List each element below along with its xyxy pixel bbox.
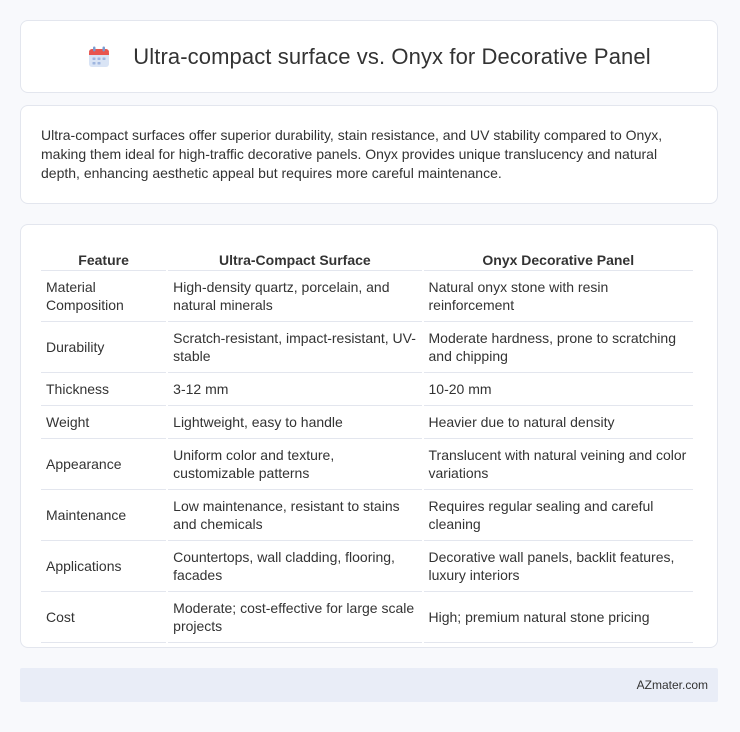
table-row: [41, 322, 693, 373]
table-row: [41, 439, 693, 490]
cell-feature: Cost: [41, 592, 166, 643]
cell-feature: Durability: [41, 322, 166, 373]
cell-ultra-compact: Scratch-resistant, impact-resistant, UV-stable: [168, 322, 421, 373]
cell-onyx: Requires regular sealing and careful cleaning: [424, 490, 694, 541]
cell-onyx: 10-20 mm: [424, 373, 694, 406]
header-feature: Feature: [41, 247, 166, 271]
cell-feature: Thickness: [41, 373, 166, 406]
cell-ultra-compact: Low maintenance, resistant to stains and chemicals: [168, 490, 421, 541]
comparison-table-card: [20, 224, 718, 648]
summary-text: Ultra-compact surfaces offer superior durability, stain resistance, and UV stability compared to Onyx, making them ideal for high-traffic decorative panels. Onyx provides unique translucency and natural depth, enhancing aesthetic appeal but requires more careful maintenance.: [41, 127, 663, 181]
table-row: [41, 271, 693, 322]
cell-ultra-compact: Moderate; cost-effective for large scale projects: [168, 592, 421, 643]
cell-ultra-compact: Countertops, wall cladding, flooring, facades: [168, 541, 421, 592]
cell-onyx: Translucent with natural veining and color variations: [424, 439, 694, 490]
summary-card: [20, 105, 718, 204]
cell-feature: Weight: [41, 406, 166, 439]
table-row: [41, 592, 693, 643]
cell-onyx: Natural onyx stone with resin reinforcement: [424, 271, 694, 322]
table-row: [41, 541, 693, 592]
table-row: [41, 373, 693, 406]
cell-onyx: Moderate hardness, prone to scratching and chipping: [424, 322, 694, 373]
table-row: [41, 490, 693, 541]
cell-onyx: High; premium natural stone pricing: [424, 592, 694, 643]
cell-feature: Material Composition: [41, 271, 166, 322]
cell-ultra-compact: 3-12 mm: [168, 373, 421, 406]
header-ultra-compact: Ultra-Compact Surface: [168, 247, 421, 271]
cell-onyx: Decorative wall panels, backlit features, luxury interiors: [424, 541, 694, 592]
calendar-icon: [87, 45, 111, 69]
footer: [20, 668, 718, 702]
title-card: [20, 20, 718, 93]
table-row: [41, 406, 693, 439]
table-header-row: [41, 247, 693, 271]
cell-ultra-compact: Lightweight, easy to handle: [168, 406, 421, 439]
header-onyx: Onyx Decorative Panel: [424, 247, 694, 271]
cell-onyx: Heavier due to natural density: [424, 406, 694, 439]
footer-site-link[interactable]: AZmater.com: [636, 678, 708, 692]
comparison-table: [39, 247, 695, 643]
cell-feature: Maintenance: [41, 490, 166, 541]
cell-feature: Applications: [41, 541, 166, 592]
cell-ultra-compact: High-density quartz, porcelain, and natural minerals: [168, 271, 421, 322]
cell-feature: Appearance: [41, 439, 166, 490]
page-title: Ultra-compact surface vs. Onyx for Decorative Panel: [133, 43, 651, 69]
cell-ultra-compact: Uniform color and texture, customizable patterns: [168, 439, 421, 490]
